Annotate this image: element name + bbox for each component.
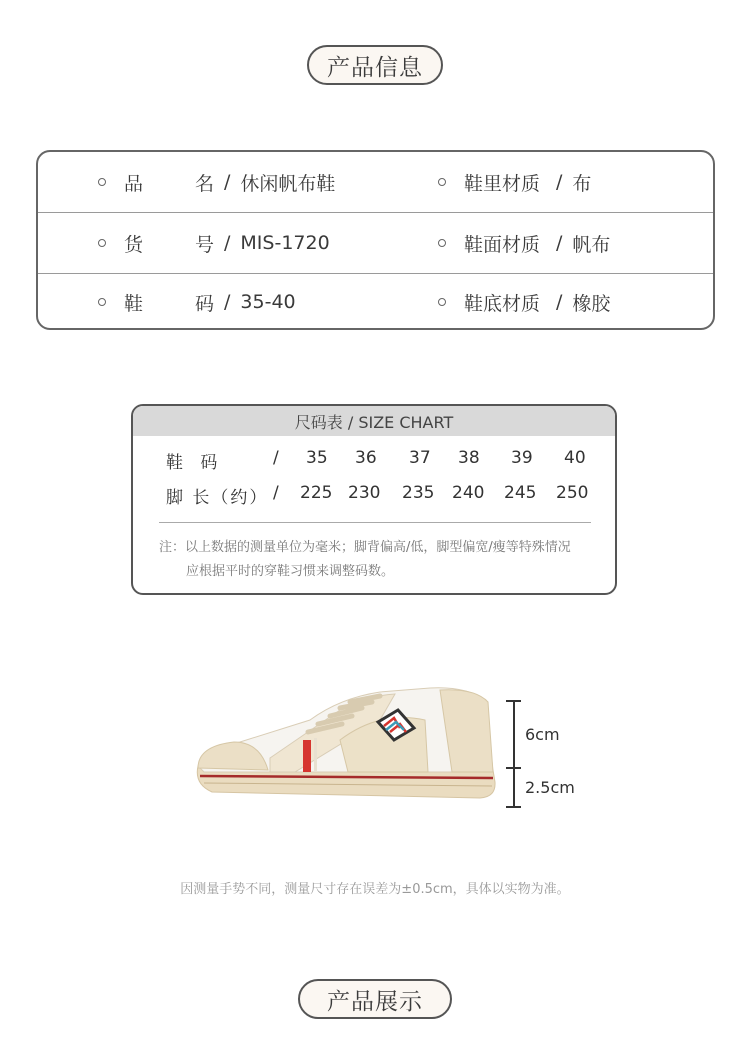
label-char: 码 [194,292,214,315]
info-value: 35-40 [240,291,296,313]
size-cell: 36 [355,448,377,468]
info-row [38,152,713,212]
upper-height-label: 6cm [525,725,560,744]
info-value: 休闲帆布鞋 [240,172,336,195]
sneaker-illustration [190,680,510,810]
info-value: 橡胶 [572,292,611,315]
info-label [124,230,214,257]
dimension-tick [506,700,521,702]
divider [159,522,591,523]
info-row [38,212,713,273]
separator: / [556,291,563,313]
info-cell-left [98,274,296,330]
separator: / [273,483,279,503]
bullet-icon [98,298,106,306]
size-cell: 38 [458,448,480,468]
size-cell: 37 [409,448,431,468]
size-note-line1: 注：以上数据的测量单位为毫米；脚背偏高/低，脚型偏宽/瘦等特殊情况 [159,540,571,555]
bullet-icon [438,178,446,186]
label-char: 货 [124,233,144,256]
info-cell-left [98,213,330,273]
length-cell: 240 [452,483,485,503]
size-row-sizes [133,448,615,472]
separator: / [224,232,231,254]
length-cell: 245 [504,483,537,503]
info-label [124,289,214,316]
bullet-icon [438,298,446,306]
info-row [38,273,713,330]
measurement-footnote: 因测量手势不同，测量尺寸存在误差为±0.5cm，具体以实物为准。 [180,882,570,897]
info-cell-right [438,274,610,330]
info-value: 布 [572,172,592,195]
size-chart [131,404,617,595]
size-cell: 35 [306,448,328,468]
dimension-tick [506,806,521,808]
row-label: 脚 长（约） [166,488,269,508]
size-note-line2: 应根据平时的穿鞋习惯来调整码数。 [186,564,395,579]
dimension-line [513,700,515,807]
info-cell-right [438,213,610,273]
size-cell: 39 [511,448,533,468]
info-label: 鞋里材质 [464,172,541,195]
dimension-tick [506,767,521,769]
size-chart-title: 尺码表 / SIZE CHART [133,406,615,436]
info-label [124,169,214,196]
separator: / [224,171,231,193]
product-info-table [36,150,715,330]
info-value: 帆布 [572,233,611,256]
section-title-product-display: 产品展示 [298,979,452,1019]
label-char: 鞋 [124,292,144,315]
length-cell: 225 [300,483,333,503]
label-char: 名 [194,172,214,195]
label-char: 号 [194,233,214,256]
separator: / [556,232,563,254]
length-cell: 230 [348,483,381,503]
section-title-product-info: 产品信息 [307,45,443,85]
info-label: 鞋底材质 [464,292,541,315]
length-cell: 235 [402,483,435,503]
label-char: 品 [124,172,144,195]
row-label: 鞋 码 [166,453,224,473]
separator: / [273,448,279,468]
bullet-icon [98,178,106,186]
shoe-image [190,680,510,810]
length-cell: 250 [556,483,589,503]
bullet-icon [438,239,446,247]
sole-height-label: 2.5cm [525,778,575,797]
separator: / [224,291,231,313]
info-cell-left [98,152,335,212]
size-cell: 40 [564,448,586,468]
bullet-icon [98,239,106,247]
info-cell-right [438,152,591,212]
size-row-lengths [133,483,615,507]
info-value: MIS-1720 [240,232,330,254]
info-label: 鞋面材质 [464,233,541,256]
separator: / [556,171,563,193]
